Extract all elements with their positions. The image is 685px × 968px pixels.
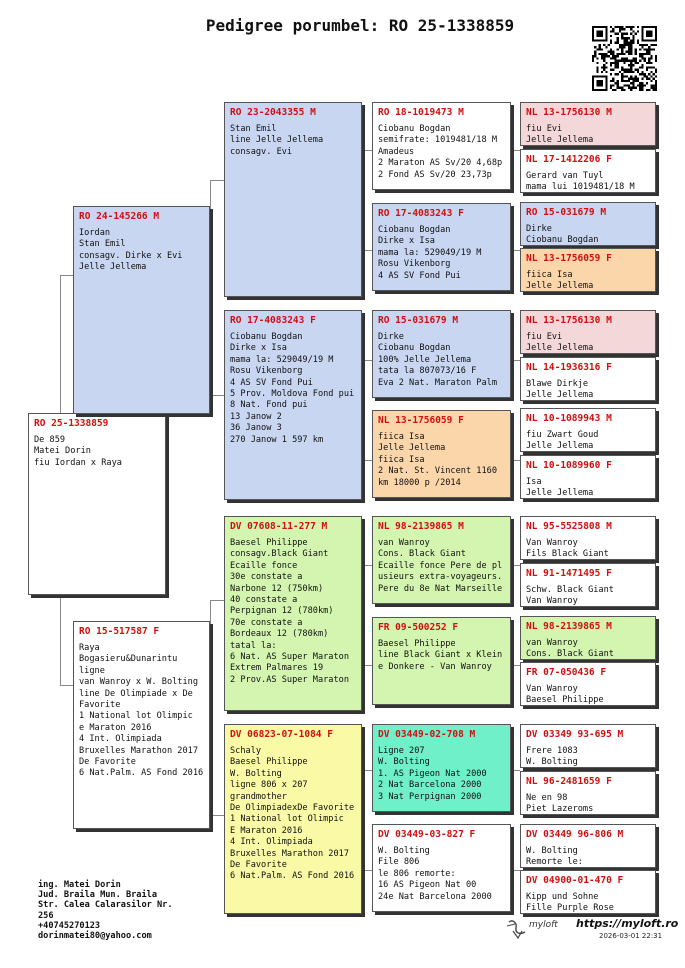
detail-line: 5 Prov. Moldova Fond pui (230, 389, 355, 400)
ring-number: NL 13-1756059 F (526, 253, 612, 264)
ring-number: NL 96-2481659 F (526, 776, 612, 787)
detail-line: ligne 806 x 207 (230, 780, 308, 791)
pigeon-details (378, 746, 505, 803)
detail-line: Perpignan 12 (780km) (230, 606, 334, 617)
detail-line: Jelle Jellema (526, 488, 594, 499)
pigeon-details (378, 432, 505, 489)
great-great-grandparent-card (520, 202, 656, 246)
pigeon-details (378, 124, 505, 181)
detail-line: fiu Zwart Goud (526, 430, 599, 440)
detail-line: Extrem Palmares 19 (230, 663, 324, 674)
detail-line: Van Wanroy (526, 684, 578, 694)
detail-line: 2 Nat. St. Vincent 1160 (378, 466, 497, 477)
grandsire-maternal-card (224, 516, 362, 711)
detail-line: 3 Nat Perpignan 2000 (378, 791, 482, 802)
detail-line: 8 Nat. Fond pui (230, 400, 308, 411)
detail-line: dorinmatei80@yahoo.com (38, 931, 152, 942)
detail-line: Dirke x Isa (378, 236, 435, 247)
detail-line: 2 Nat Barcelona 2000 (378, 780, 482, 791)
detail-line: Jelle Jellema (526, 441, 594, 452)
great-great-grandparent-card (520, 357, 656, 401)
detail-line: Remorte le: (526, 857, 583, 868)
detail-line: Dirke x Isa (230, 343, 287, 354)
ring-number: DV 07608-11-277 M (230, 521, 328, 532)
ring-number: NL 10-1089960 F (526, 460, 612, 471)
detail-line: tatal la: (230, 640, 277, 651)
detail-line: Ecaille fonce (230, 560, 298, 571)
great-great-grandparent-card (520, 408, 656, 452)
pigeon-details (526, 270, 650, 292)
pigeon-details (378, 639, 505, 673)
detail-line: 4 AS SV Fond Pui (378, 270, 461, 281)
brand-name: myloft (529, 920, 558, 930)
detail-line: Favorite (79, 700, 121, 711)
pigeon-details (526, 793, 650, 815)
page-title: Pedigree porumbel: RO 25-1338859 (205, 16, 515, 35)
detail-line: Baesel Philippe (526, 695, 604, 706)
granddam-maternal-card (224, 724, 362, 914)
detail-line: 4 Int. Olimpiada (79, 734, 162, 745)
detail-line: 70e constate a (230, 617, 303, 628)
pigeon-details (230, 124, 356, 158)
detail-line: W. Bolting (378, 757, 430, 768)
detail-line: fiica Isa (378, 454, 425, 465)
detail-line: 36 Janow 3 (230, 423, 282, 434)
ring-number: DV 03449-03-827 F (378, 829, 476, 840)
detail-line: File 806 (378, 857, 420, 868)
great-great-grandparent-card (520, 771, 656, 815)
detail-line: Bordeaux 12 (780km) (230, 629, 329, 640)
detail-line: Schaly (230, 746, 262, 756)
detail-line: 2 Prov.AS Super Maraton (230, 674, 349, 685)
detail-line: Jelle Jellema (378, 443, 446, 454)
ring-number: RO 18-1019473 M (378, 107, 464, 118)
pigeon-details (526, 538, 650, 560)
detail-line: Raya (79, 643, 100, 653)
detail-line: tata la 807073/16 F (378, 366, 477, 377)
ring-number: RO 17-4083243 F (230, 315, 316, 326)
detail-line: Van Wanroy (526, 596, 578, 607)
great-grandparent-card (372, 102, 511, 190)
detail-line: Bruxelles Marathon 2017 (79, 745, 198, 756)
detail-line: mama la: 529049/19 M (230, 354, 334, 365)
pigeon-details (79, 643, 204, 780)
pigeon-details (230, 538, 356, 686)
detail-line: E Maraton 2016 (230, 825, 303, 836)
detail-line: fiu Iordan x Raya (34, 457, 122, 468)
detail-line: Eva 2 Nat. Maraton Palm (378, 377, 497, 388)
detail-line: Str. Calea Calarasilor Nr. (38, 900, 173, 911)
detail-line: Fils Black Giant (526, 549, 609, 560)
owner-contact (38, 880, 173, 941)
detail-line: km 18000 p /2014 (378, 477, 461, 488)
detail-line: Frere 1083 (526, 746, 578, 756)
detail-line: 1. AS Pigeon Nat 2000 (378, 768, 487, 779)
detail-line: Schw. Black Giant (526, 585, 614, 595)
pigeon-details (34, 435, 160, 469)
great-great-grandparent-card (520, 102, 656, 146)
pigeon-details (378, 332, 505, 389)
detail-line: 40 constate a (230, 595, 298, 606)
great-grandparent-card (372, 724, 511, 812)
dam-card (73, 621, 210, 829)
detail-line: Cons. Black Giant (378, 549, 466, 560)
detail-line: Ne en 98 (526, 793, 568, 803)
pigeon-details (378, 846, 505, 903)
pigeon-details (526, 585, 650, 607)
pigeon-details (378, 225, 505, 282)
ring-number: NL 14-1936316 F (526, 362, 612, 373)
detail-line: consagv. Dirke x Evi (79, 250, 183, 261)
detail-line: ing. Matei Dorin (38, 880, 121, 890)
great-grandparent-card (372, 310, 511, 398)
ring-number: NL 13-1756059 F (378, 415, 464, 426)
great-great-grandparent-card (520, 563, 656, 607)
detail-line: Ligne 207 (378, 746, 425, 756)
pigeon-details (526, 124, 650, 146)
pigeon-details (526, 379, 650, 401)
pigeon-details (230, 746, 356, 883)
detail-line: usieurs extra-voyageurs. (378, 572, 503, 583)
detail-line: +40745270123 (38, 920, 101, 931)
detail-line: Kipp und Sohne (526, 892, 599, 902)
great-great-grandparent-card (520, 149, 656, 193)
ring-number: NL 17-1412206 F (526, 154, 612, 165)
great-grandparent-card (372, 617, 511, 705)
detail-line: mama lui 1019481/18 M (526, 182, 635, 193)
great-great-grandparent-card (520, 724, 656, 768)
detail-line: Baesel Philippe (378, 639, 456, 649)
pigeon-details (230, 332, 356, 446)
detail-line: semifrate: 1019481/18 M (378, 135, 497, 146)
detail-line: De 859 (34, 435, 66, 445)
ring-number: RO 24-145266 M (79, 211, 160, 222)
detail-line: Gerard van Tuyl (526, 171, 604, 181)
detail-line: W. Bolting (526, 757, 578, 768)
pigeon-details (79, 228, 204, 274)
detail-line: line Black Giant x Klein (378, 650, 503, 661)
great-great-grandparent-card (520, 455, 656, 499)
detail-line: De OlimpiadexDe Favorite (230, 803, 355, 814)
pigeon-details (526, 684, 650, 706)
detail-line: 2 Maraton AS Sv/20 4,68p (378, 158, 503, 169)
detail-line: van Wanroy (378, 538, 430, 548)
detail-line: 6 Nat. AS Super Maraton (230, 652, 349, 663)
detail-line: Ecaille fonce Pere de pl (378, 560, 503, 571)
great-great-grandparent-card (520, 824, 656, 868)
detail-line: Jelle Jellema (526, 343, 594, 354)
detail-line: fiica Isa (526, 270, 573, 280)
detail-line: 13 Janow 2 (230, 411, 282, 422)
detail-line: De Favorite (230, 860, 287, 871)
ring-number: RO 25-1338859 (34, 418, 109, 429)
detail-line: Stan Emil (79, 239, 126, 250)
pigeon-details (526, 746, 650, 768)
detail-line: Ciobanu Bogdan (378, 343, 451, 354)
pigeon-details (378, 538, 505, 595)
ring-number: RO 15-517587 F (79, 626, 160, 637)
detail-line: 30e constate a (230, 572, 303, 583)
detail-line: fiu Evi (526, 332, 563, 342)
pigeon-details (526, 477, 650, 499)
ring-number: FR 09-500252 F (378, 622, 459, 633)
detail-line: Pere du 8e Nat Marseille (378, 583, 503, 594)
ring-number: NL 13-1756130 M (526, 315, 612, 326)
detail-line: 270 Janow 1 597 km (230, 434, 324, 445)
detail-line: Baesel Philippe (230, 538, 308, 548)
detail-line: 24e Nat Barcelona 2000 (378, 891, 492, 902)
grandsire-paternal-card (224, 102, 362, 297)
detail-line: W. Bolting (526, 846, 578, 856)
great-great-grandparent-card (520, 516, 656, 560)
detail-line: 1 National lot Olimpic (79, 711, 193, 722)
detail-line: Baesel Philippe (230, 757, 308, 768)
detail-line: 1 National lot Olimpic (230, 814, 344, 825)
detail-line: Narbone 12 (750km) (230, 583, 324, 594)
generated-timestamp: 2026-03-01 22:31 (599, 932, 663, 940)
great-grandparent-card (372, 203, 511, 291)
ring-number: FR 07-050436 F (526, 667, 607, 678)
detail-line: 2 Fond AS Sv/20 23,73p (378, 169, 492, 180)
detail-line: mama la: 529049/19 M (378, 247, 482, 258)
great-great-grandparent-card (520, 248, 656, 292)
great-great-grandparent-card (520, 310, 656, 354)
qr-code (592, 26, 657, 91)
subject-pigeon-card (28, 413, 166, 595)
pigeon-details (526, 171, 650, 193)
detail-line: 4 Int. Olimpiada (230, 837, 313, 848)
detail-line: Ciobanu Bogdan (378, 225, 451, 235)
ring-number: RO 15-031679 M (526, 207, 607, 218)
detail-line: Rosu Vikenborg (378, 259, 451, 270)
detail-line: Ciobanu Bogdan (526, 235, 599, 246)
detail-line: 16 AS Pigeon Nat 00 (378, 880, 477, 891)
ring-number: DV 03449 96-806 M (526, 829, 624, 840)
ring-number: NL 13-1756130 M (526, 107, 612, 118)
detail-line: 4 AS SV Fond Pui (230, 377, 313, 388)
detail-line: Blawe Dirkje (526, 379, 589, 389)
detail-line: Rosu Vikenborg (230, 366, 303, 377)
detail-line: Matei Dorin (34, 446, 91, 457)
ring-number: RO 15-031679 M (378, 315, 459, 326)
detail-line: Dirke (526, 224, 552, 234)
detail-line: Jelle Jellema (526, 135, 594, 146)
ring-number: RO 17-4083243 F (378, 208, 464, 219)
detail-line: 6 Nat.Palm. AS Fond 2016 (79, 768, 204, 779)
pigeon-details (526, 430, 650, 452)
ring-number: NL 98-2139865 M (526, 621, 612, 632)
great-grandparent-card (372, 824, 511, 912)
ring-number: NL 10-1089943 M (526, 413, 612, 424)
pigeon-details (526, 332, 650, 354)
detail-line: Iordan (79, 228, 111, 238)
detail-line: fiu Evi (526, 124, 563, 134)
pigeon-details (526, 224, 650, 246)
detail-line: Isa (526, 477, 542, 487)
great-grandparent-card (372, 410, 511, 498)
detail-line: Jud. Braila Mun. Braila (38, 890, 157, 901)
website-url[interactable]: https://myloft.ro (576, 917, 679, 930)
detail-line: van Wanroy (526, 638, 578, 648)
great-great-grandparent-card (520, 616, 656, 660)
detail-line: Dirke (378, 332, 404, 342)
detail-line: 100% Jelle Jellema (378, 354, 472, 365)
detail-line: Jelle Jellema (526, 390, 594, 401)
detail-line: ligne (79, 665, 105, 676)
ring-number: NL 98-2139865 M (378, 521, 464, 532)
ring-number: DV 03449-02-708 M (378, 729, 476, 740)
ring-number: NL 91-1471495 F (526, 568, 612, 579)
detail-line: consagv. Evi (230, 146, 293, 157)
great-great-grandparent-card (520, 870, 656, 914)
detail-line: e Donkere - Van Wanroy (378, 661, 492, 672)
detail-line: Fille Purple Rose (526, 903, 614, 914)
detail-line: W. Bolting (378, 846, 430, 856)
ring-number: DV 04900-01-470 F (526, 875, 624, 886)
detail-line: Bruxelles Marathon 2017 (230, 848, 349, 859)
detail-line: le 806 remorte: (378, 868, 456, 879)
detail-line: Amadeus (378, 146, 415, 157)
sire-card (73, 206, 210, 414)
ring-number: DV 03349 93-695 M (526, 729, 624, 740)
detail-line: consagv.Black Giant (230, 549, 329, 560)
detail-line: De Favorite (79, 757, 136, 768)
detail-line: Stan Emil (230, 124, 277, 134)
detail-line: line Jelle Jellema (230, 135, 324, 146)
detail-line: Bogasieru&Dunarintu (79, 654, 178, 665)
pigeon-details (526, 892, 650, 914)
great-grandparent-card (372, 516, 511, 604)
detail-line: line De Olimpiade x De (79, 688, 193, 699)
detail-line: e Maraton 2016 (79, 722, 152, 733)
detail-line: Piet Lazeroms (526, 804, 594, 815)
pigeon-details (526, 846, 650, 868)
pigeon-details (526, 638, 650, 660)
detail-line: fiica Isa (378, 432, 425, 442)
detail-line: 256 (38, 910, 54, 921)
detail-line: Ciobanu Bogdan (230, 332, 303, 342)
detail-line: van Wanroy x W. Bolting (79, 677, 198, 688)
detail-line: Jelle Jellema (526, 281, 594, 292)
detail-line: 6 Nat.Palm. AS Fond 2016 (230, 871, 355, 882)
granddam-paternal-card (224, 310, 362, 500)
detail-line: Cons. Black Giant (526, 649, 614, 660)
great-great-grandparent-card (520, 662, 656, 706)
detail-line: Jelle Jellema (79, 262, 147, 273)
detail-line: Van Wanroy (526, 538, 578, 548)
ring-number: NL 95-5525808 M (526, 521, 612, 532)
detail-line: Ciobanu Bogdan (378, 124, 451, 134)
detail-line: grandmother (230, 791, 287, 802)
ring-number: RO 23-2043355 M (230, 107, 316, 118)
detail-line: W. Bolting (230, 768, 282, 779)
ring-number: DV 06823-07-1084 F (230, 729, 333, 740)
